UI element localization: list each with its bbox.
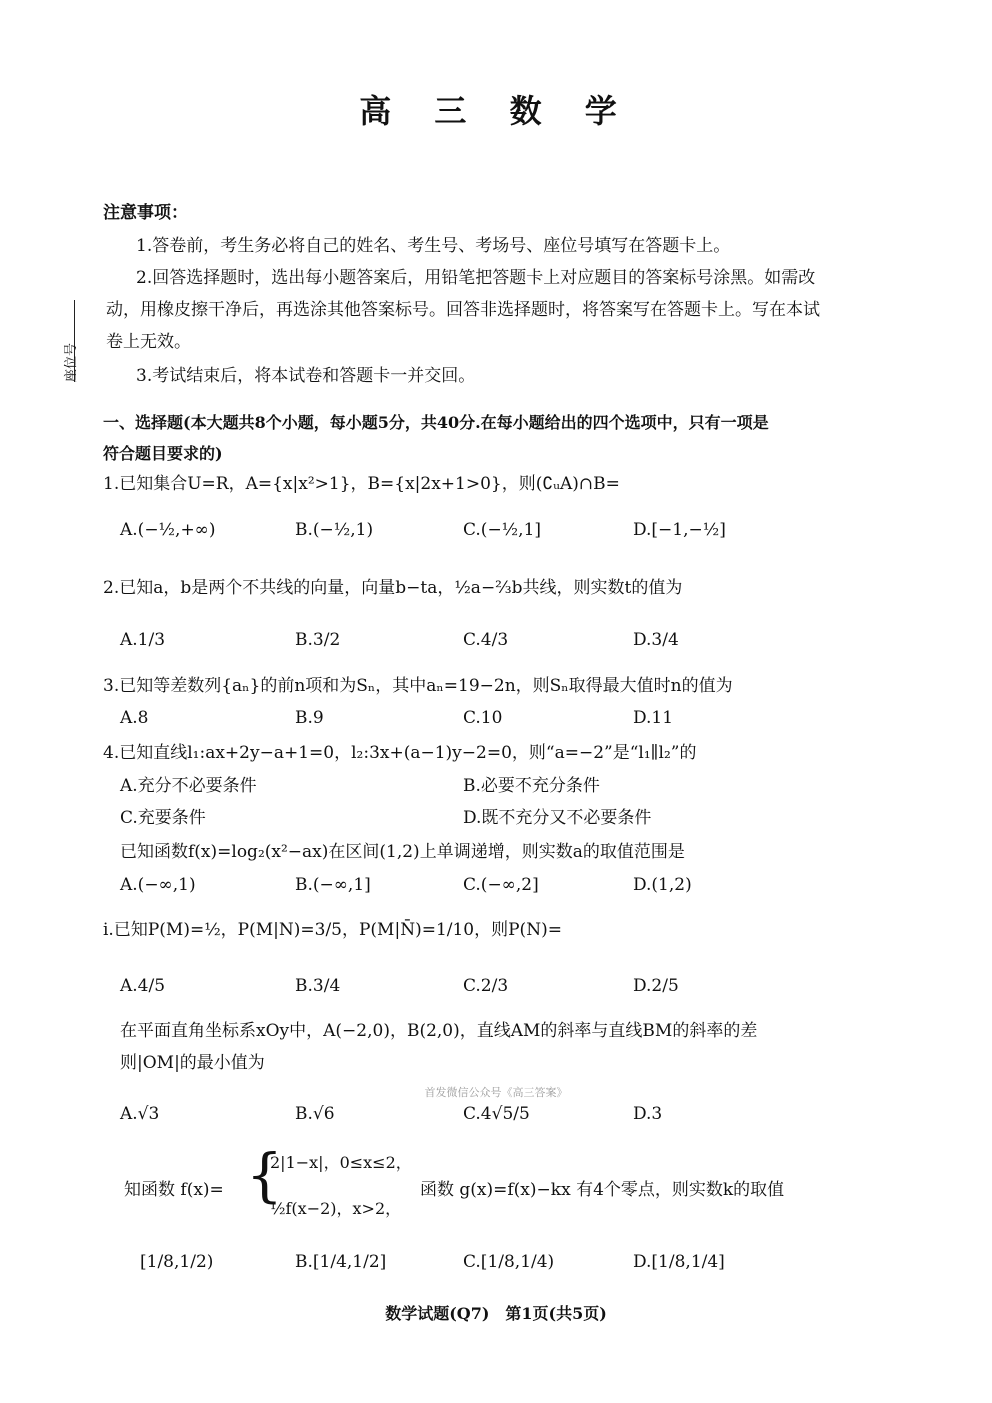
question-6-option-b: B.3/4 [295,976,341,996]
question-2-option-b: B.3/2 [295,630,341,650]
question-7-stem-cont: 则|OM|的最小值为 [120,1053,265,1073]
question-4-option-c: C.充要条件 [120,808,206,828]
piecewise-branch-2: ½f(x−2)，x>2， [270,1199,402,1218]
section-heading-cont: 符合题目要求的) [103,444,223,463]
note-line-2: 2.回答选择题时，选出每小题答案后，用铅笔把答题卡上对应题目的答案标号涂黑。如需改 [136,268,816,288]
question-6-option-c: C.2/3 [463,976,509,996]
question-5-option-b: B.(−∞,1] [295,875,371,895]
page-footer: 数学试题(Q7) 第1页(共5页) [385,1304,607,1323]
question-3-option-c: C.10 [463,708,503,728]
question-8-option-c: C.[1/8,1/4) [463,1252,555,1272]
question-1-option-d: D.[−1,−½] [633,520,726,540]
question-4-option-b: B.必要不充分条件 [463,776,600,796]
notes-heading: 注意事项： [103,203,188,223]
question-3-stem: 3.已知等差数列{aₙ}的前n项和为Sₙ，其中aₙ=19−2n，则Sₙ取得最大值时n的值为 [103,676,733,696]
question-8-stem-pre: 知函数 f(x)= [124,1180,224,1200]
question-7-option-a: A.√3 [120,1104,160,1124]
note-line-1: 1.答卷前，考生务必将自己的姓名、考生号、考场号、座位号填写在答题卡上。 [136,236,731,256]
question-8-option-a: [1/8,1/2) [140,1252,214,1272]
question-2-stem: 2.已知a，b是两个不共线的向量，向量b−ta，½a−⅔b共线，则实数t的值为 [103,578,683,598]
question-4-option-d: D.既不充分又不必要条件 [463,808,652,828]
question-8-stem-post: 函数 g(x)=f(x)−kx 有4个零点，则实数k的取值 [420,1180,785,1200]
question-8-option-d: D.[1/8,1/4] [633,1252,725,1272]
question-1-option-a: A.(−½,+∞) [120,520,216,540]
question-5-option-a: A.(−∞,1) [120,875,196,895]
note-line-5: 3.考试结束后，将本试卷和答题卡一并交回。 [136,366,476,386]
question-6-stem: ⅰ.已知P(M)=½，P(M|N)=3/5，P(M|N̄)=1/10，则P(N)= [103,920,562,940]
piecewise-branch-1: 2|1−x|，0≤x≤2， [270,1153,412,1172]
question-7-option-c: C.4√5/5 [463,1104,530,1124]
question-4-stem: 4.已知直线l₁:ax+2y−a+1=0，l₂:3x+(a−1)y−2=0，则“a=−2”是“l₁∥l₂”的 [103,743,697,763]
question-2-option-d: D.3/4 [633,630,679,650]
question-1-option-b: B.(−½,1) [295,520,374,540]
question-8-option-b: B.[1/4,1/2] [295,1252,387,1272]
question-4-option-a: A.充分不必要条件 [120,776,257,796]
seat-number-label: 座位号 [64,342,79,382]
piecewise-brace: { [246,1141,283,1209]
question-6-option-a: A.4/5 [120,976,166,996]
page-title: 高 三 数 学 [359,92,633,130]
question-7-option-d: D.3 [633,1104,663,1124]
question-5-option-d: D.(1,2) [633,875,692,895]
question-1-option-c: C.(−½,1] [463,520,542,540]
question-5-option-c: C.(−∞,2] [463,875,539,895]
question-7-option-b: B.√6 [295,1104,335,1124]
question-3-option-b: B.9 [295,708,324,728]
watermark: 首发微信公众号《高三答案》 [424,1086,568,1099]
question-3-option-a: A.8 [120,708,149,728]
question-2-option-a: A.1/3 [120,630,166,650]
question-6-option-d: D.2/5 [633,976,679,996]
question-5-stem: 已知函数f(x)=log₂(x²−ax)在区间(1,2)上单调递增，则实数a的取值范围是 [120,842,685,862]
question-1-stem: 1.已知集合U=R，A={x|x²>1}，B={x|2x+1>0}，则(∁ᵤA)∩B= [103,474,620,494]
note-line-3: 动，用橡皮擦干净后，再选涂其他答案标号。回答非选择题时，将答案写在答题卡上。写在本试 [106,300,820,320]
question-7-stem: 在平面直角坐标系xOy中，A(−2,0)，B(2,0)，直线AM的斜率与直线BM的斜率的差 [120,1021,758,1041]
section-heading: 一、选择题(本大题共8个小题，每小题5分，共40分.在每小题给出的四个选项中，只有一项是 [103,413,769,432]
question-3-option-d: D.11 [633,708,674,728]
question-2-option-c: C.4/3 [463,630,509,650]
note-line-4: 卷上无效。 [106,332,191,352]
